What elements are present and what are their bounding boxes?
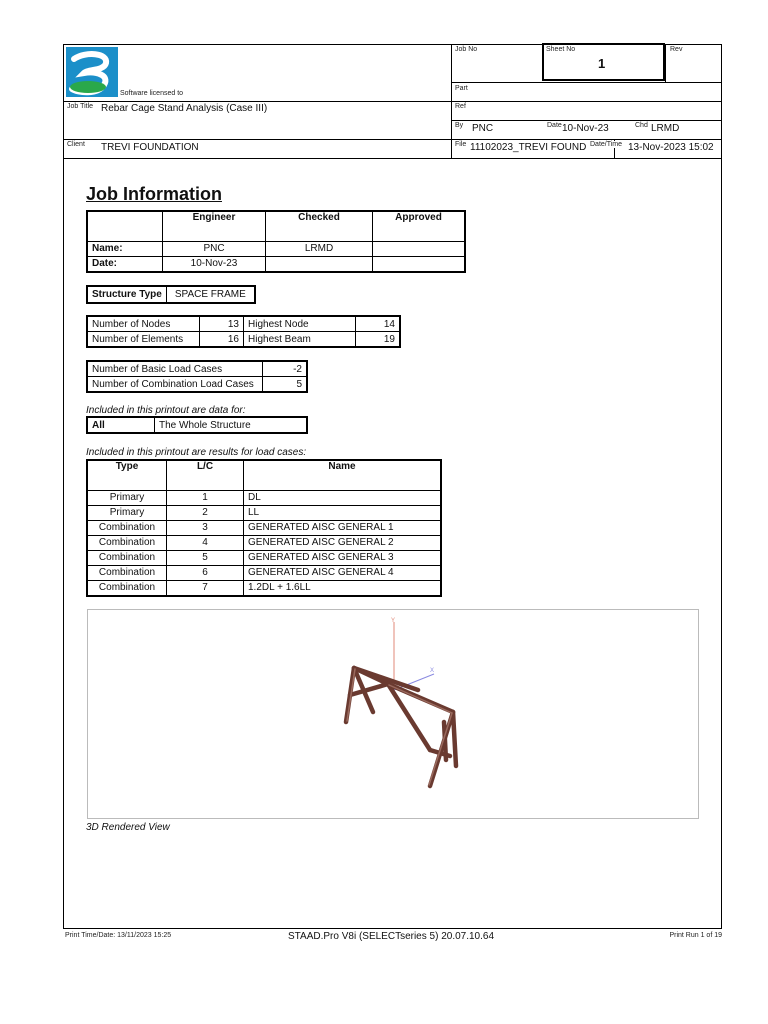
chd-value: LRMD	[651, 123, 680, 134]
table-cell: 2	[167, 505, 244, 520]
table-row	[87, 332, 400, 348]
software-licensed-label: Software licensed to	[120, 90, 184, 97]
header-divider	[665, 44, 666, 82]
table-row	[87, 377, 307, 393]
table-cell: DL	[244, 490, 442, 505]
table-cell: All	[87, 417, 155, 433]
table-row	[87, 256, 465, 272]
header-rule	[63, 101, 722, 102]
by-label: By	[455, 122, 464, 129]
table-cell: Number of Basic Load Cases	[87, 361, 263, 377]
table-cell	[373, 241, 466, 256]
table-cell: Number of Nodes	[87, 316, 200, 332]
table-cell: 14	[356, 316, 401, 332]
table-row	[87, 361, 307, 377]
frame-members	[346, 668, 456, 786]
print-run: Print Run 1 of 19	[669, 932, 722, 939]
table-cell	[373, 256, 466, 272]
print-time: Print Time/Date: 13/11/2023 15:25	[65, 932, 172, 939]
header-rule	[63, 139, 722, 140]
table-cell: 10-Nov-23	[163, 256, 266, 272]
table-row	[87, 286, 255, 303]
table-cell: 5	[263, 377, 308, 393]
y-axis-label: Y	[391, 618, 396, 624]
table-row	[87, 520, 441, 535]
table-header: Approved	[373, 211, 466, 241]
job-info-table	[86, 210, 466, 273]
table-cell: PNC	[163, 241, 266, 256]
rev-label: Rev	[670, 46, 683, 53]
table-cell: Combination	[87, 580, 167, 596]
table-row	[87, 565, 441, 580]
table-row	[87, 535, 441, 550]
table-cell: Number of Combination Load Cases	[87, 377, 263, 393]
table-cell: GENERATED AISC GENERAL 1	[244, 520, 442, 535]
job-title-value: Rebar Cage Stand Analysis (Case III)	[101, 103, 268, 114]
render-caption: 3D Rendered View	[86, 822, 170, 833]
included-data-table	[86, 416, 308, 434]
table-cell: GENERATED AISC GENERAL 3	[244, 550, 442, 565]
table-cell: 4	[167, 535, 244, 550]
table-cell: Name:	[87, 241, 163, 256]
date-label: Date	[547, 122, 562, 129]
counts-table	[86, 315, 401, 348]
table-row	[87, 417, 307, 433]
header-rule	[451, 120, 722, 121]
structure-type-label: Structure Type	[87, 286, 166, 303]
structure-type-table	[86, 285, 256, 304]
file-value: 11102023_TREVI FOUND	[470, 142, 587, 153]
table-cell: GENERATED AISC GENERAL 4	[244, 565, 442, 580]
table-row	[87, 490, 441, 505]
datetime-value: 13-Nov-2023 15:02	[628, 142, 714, 153]
load-cases-table	[86, 459, 442, 597]
table-cell: Combination	[87, 520, 167, 535]
structure-3d-render	[88, 610, 698, 818]
table-cell: 7	[167, 580, 244, 596]
table-cell: 19	[356, 332, 401, 348]
table-cell: Primary	[87, 505, 167, 520]
x-axis-label: X	[430, 668, 435, 674]
client-value: TREVI FOUNDATION	[101, 142, 199, 153]
table-row	[87, 580, 441, 596]
table-cell: The Whole Structure	[155, 417, 308, 433]
client-label: Client	[67, 141, 85, 148]
product-version: STAAD.Pro V8i (SELECTseries 5) 20.07.10.64	[288, 931, 495, 942]
table-cell: LRMD	[266, 241, 373, 256]
table-row	[87, 241, 465, 256]
by-value: PNC	[472, 123, 494, 134]
file-label: File	[455, 141, 467, 148]
job-title-label: Job Title	[67, 103, 94, 110]
table-header: L/C	[167, 460, 244, 490]
table-cell: Primary	[87, 490, 167, 505]
table-cell: 5	[167, 550, 244, 565]
table-cell: 13	[200, 316, 244, 332]
table-cell: GENERATED AISC GENERAL 2	[244, 535, 442, 550]
table-header: Name	[244, 460, 442, 490]
table-cell: 6	[167, 565, 244, 580]
page-title: Job Information	[86, 184, 222, 204]
table-cell: -2	[263, 361, 308, 377]
date-value: 10-Nov-23	[562, 123, 609, 134]
header-bottom-rule	[63, 158, 722, 159]
ref-label: Ref	[455, 103, 466, 110]
table-cell	[266, 256, 373, 272]
table-cell: Highest Beam	[244, 332, 356, 348]
table-cell: Date:	[87, 256, 163, 272]
table-row	[87, 550, 441, 565]
rendered-view-panel	[87, 609, 699, 819]
table-row	[87, 316, 400, 332]
bentley-logo	[66, 47, 118, 97]
table-cell: Highest Node	[244, 316, 356, 332]
included-data-caption: Included in this printout are data for:	[86, 405, 246, 416]
table-header: Type	[87, 460, 167, 490]
table-cell: Combination	[87, 565, 167, 580]
table-header-row	[87, 460, 441, 490]
table-header: Checked	[266, 211, 373, 241]
table-cell: Number of Elements	[87, 332, 200, 348]
table-cell	[87, 211, 163, 241]
table-row	[87, 505, 441, 520]
table-cell: LL	[244, 505, 442, 520]
sheet-no-label: Sheet No	[546, 46, 576, 53]
table-header: Engineer	[163, 211, 266, 241]
header-rule	[451, 82, 722, 83]
part-label: Part	[455, 85, 468, 92]
table-cell: 1.2DL + 1.6LL	[244, 580, 442, 596]
sheet-no-value: 1	[598, 56, 606, 71]
table-cell: Combination	[87, 550, 167, 565]
table-cell: 16	[200, 332, 244, 348]
structure-type-value: SPACE FRAME	[166, 286, 254, 303]
chd-label: Chd	[635, 122, 648, 129]
table-header-row	[87, 211, 465, 241]
load-counts-table	[86, 360, 308, 393]
table-cell: Combination	[87, 535, 167, 550]
table-cell: 1	[167, 490, 244, 505]
datetime-label: Date/Time	[590, 141, 623, 148]
table-cell: 3	[167, 520, 244, 535]
included-results-caption: Included in this printout are results for load cases:	[86, 447, 307, 458]
job-no-label: Job No	[455, 46, 478, 53]
